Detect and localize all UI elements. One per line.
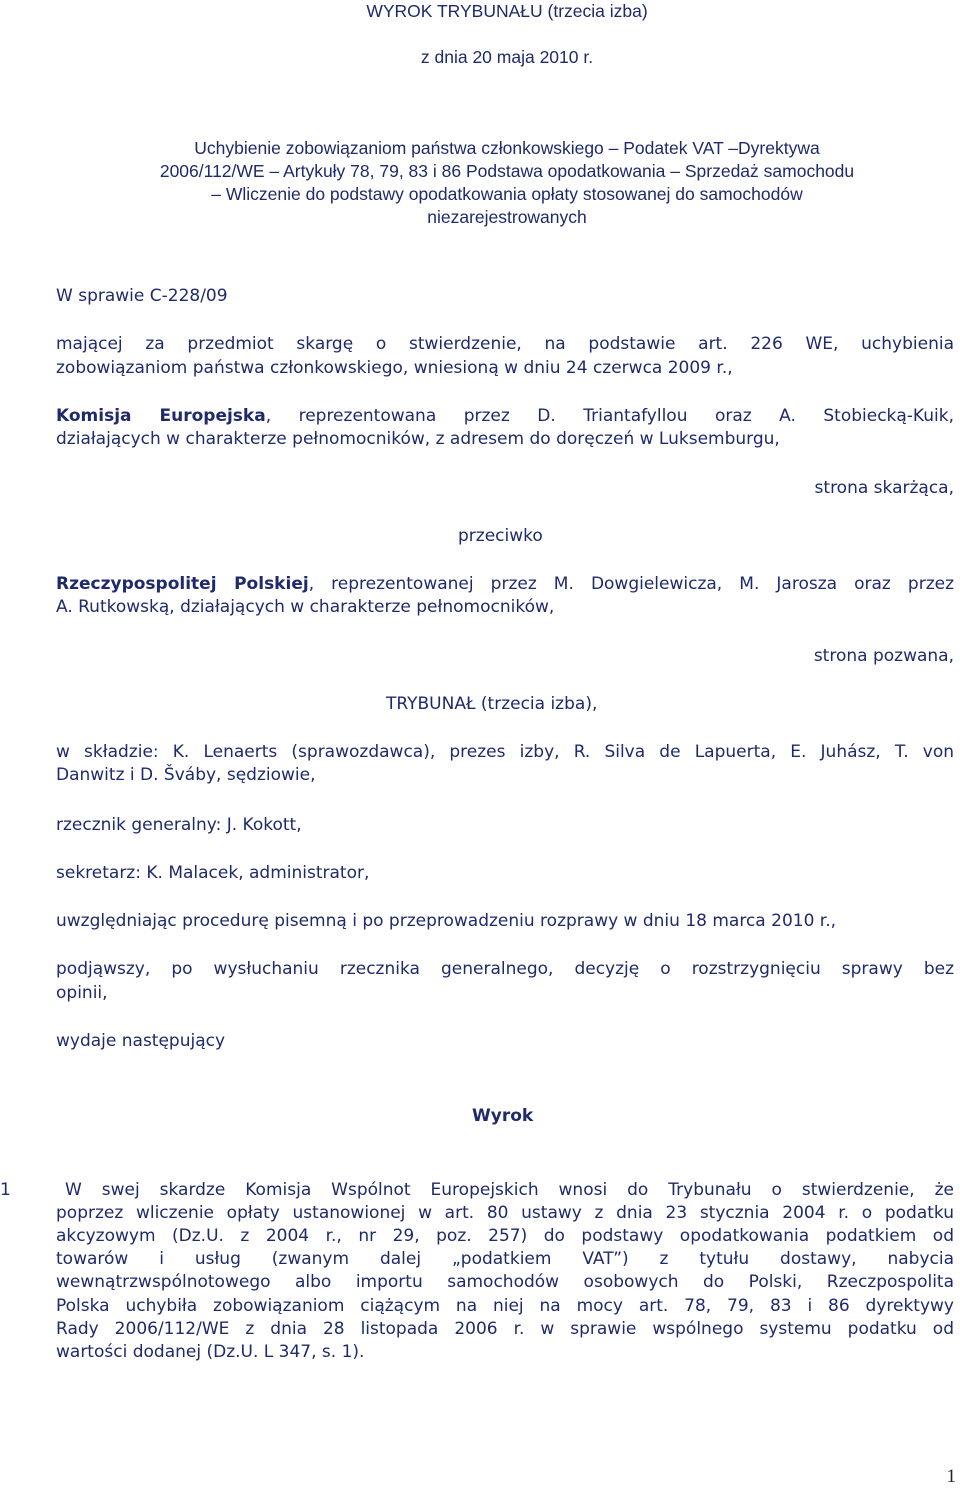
procedure-statement: uwzględniając procedurę pisemną i po przeprowadzeniu rozprawy w dniu 18 marca 2010 r., xyxy=(56,911,837,931)
applicant-role: strona skarżąca, xyxy=(814,478,954,498)
paragraph-line: wewnątrzwspólnotowego albo importu samochodów osobowych do Polski, Rzeczpospolita xyxy=(56,1272,954,1292)
document-title: WYROK TRYBUNAŁU (trzecia izba) xyxy=(366,1,648,21)
paragraph-line: Polska uchybiła zobowiązaniom ciążącym na niej na mocy art. 78, 79, 83 i 86 dyrektywy xyxy=(56,1296,954,1316)
defendant-line: A. Rutkowską, działających w charakterze pełnomocników, xyxy=(56,597,555,617)
paragraph-line: akcyzowym (Dz.U. z 2004 r., nr 29, poz. 257) do podstawy opodatkowania podatkiem od xyxy=(56,1226,954,1246)
advocate-general: rzecznik generalny: J. Kokott, xyxy=(56,815,302,835)
paragraph-line: towarów i usług (zwanym dalej „podatkiem VAT”) z tytułu dostawy, nabycia xyxy=(56,1249,954,1269)
decision-line: podjąwszy, po wysłuchaniu rzecznika generalnego, decyzję o rozstrzygnięciu sprawy bez xyxy=(56,959,954,979)
applicant-line xyxy=(56,405,954,429)
applicant-line: działających w charakterze pełnomocników, z adresem do doręczeń w Luksemburgu, xyxy=(56,429,780,449)
defendant-name: Rzeczypospolitej Polskiej xyxy=(56,574,309,594)
paragraph-line: Rady 2006/112/WE z dnia 28 listopada 2006 r. w sprawie wspólnego systemu podatku od xyxy=(56,1319,954,1339)
versus-label: przeciwko xyxy=(458,526,543,546)
subject-line: zobowiązaniom państwa członkowskiego, wniesioną w dniu 24 czerwca 2009 r., xyxy=(56,358,733,378)
judgment-heading: Wyrok xyxy=(472,1106,534,1126)
court-composition-line: Danwitz i D. Šváby, sędziowie, xyxy=(56,765,316,785)
court-name: TRYBUNAŁ (trzecia izba), xyxy=(386,694,598,714)
keywords-line: niezarejestrowanych xyxy=(427,207,587,227)
applicant-name: Komisja Europejska xyxy=(56,406,266,426)
paragraph-line: W swej skardze Komisja Wspólnot Europejskich wnosi do Trybunału o stwierdzenie, że xyxy=(65,1180,954,1200)
issues-statement: wydaje następujący xyxy=(56,1031,226,1051)
paragraph-line: poprzez wliczenie opłaty ustanowionej w art. 80 ustawy z dnia 23 stycznia 2004 r. o podatku xyxy=(56,1203,954,1223)
defendant-role: strona pozwana, xyxy=(813,646,954,666)
page-number: 1 xyxy=(946,1466,956,1487)
subject-line: mającej za przedmiot skargę o stwierdzenie, na podstawie art. 226 WE, uchybienia xyxy=(56,334,954,354)
defendant-line xyxy=(56,573,954,597)
court-composition-line: w składzie: K. Lenaerts (sprawozdawca), prezes izby, R. Silva de Lapuerta, E. Juhász, T. von xyxy=(56,742,954,762)
defendant-representation: , reprezentowanej przez M. Dowgielewicza, M. Jarosza oraz przez xyxy=(308,574,955,594)
applicant-representation: , reprezentowana przez D. Triantafyllou oraz A. Stobiecką-Kuik, xyxy=(265,406,954,426)
registrar: sekretarz: K. Malacek, administrator, xyxy=(56,863,370,883)
case-number: W sprawie C-228/09 xyxy=(56,286,228,306)
keywords-line: 2006/112/WE – Artykuły 78, 79, 83 i 86 Podstawa opodatkowania – Sprzedaż samochodu xyxy=(159,161,855,181)
paragraph-number: 1 xyxy=(0,1180,11,1200)
keywords-line: Uchybienie zobowiązaniom państwa członkowskiego – Podatek VAT –Dyrektywa xyxy=(194,138,820,158)
keywords-line: – Wliczenie do podstawy opodatkowania opłaty stosowanej do samochodów xyxy=(211,184,803,204)
paragraph-line: wartości dodanej (Dz.U. L 347, s. 1). xyxy=(56,1342,365,1362)
document-date: z dnia 20 maja 2010 r. xyxy=(420,47,594,67)
decision-line: opinii, xyxy=(56,983,108,1003)
